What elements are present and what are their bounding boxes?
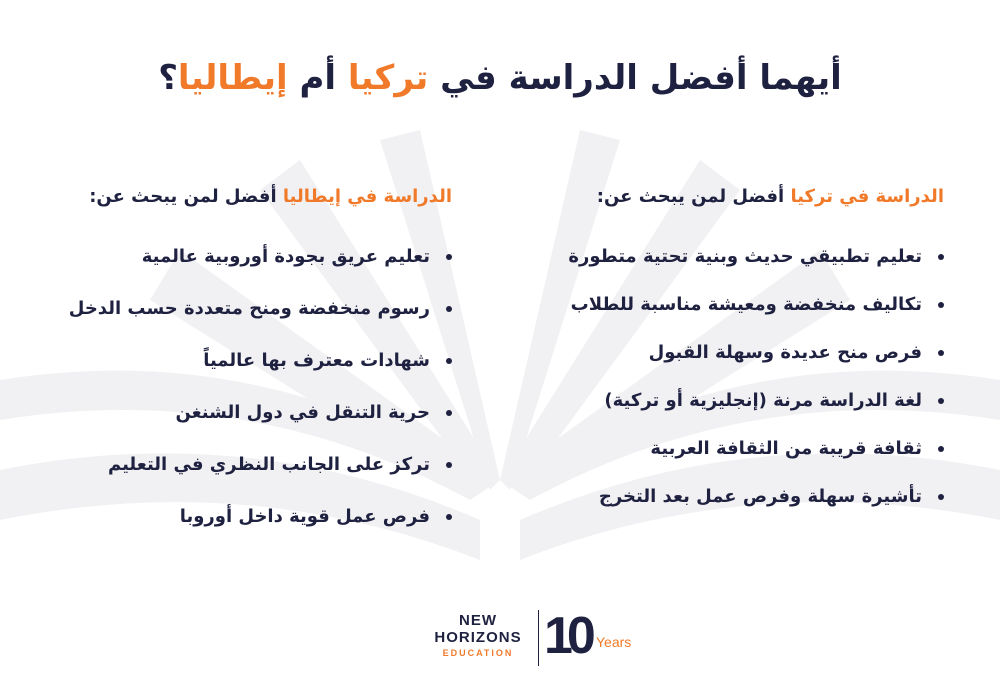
bullet-dot-icon [446, 410, 452, 416]
list-item [504, 389, 944, 437]
list-item [2, 297, 452, 349]
list-item [2, 349, 452, 401]
list-item [504, 293, 944, 341]
list-item-text: حرية التنقل في دول الشنغن [175, 402, 430, 423]
list-item [504, 341, 944, 389]
bullet-dot-icon [446, 306, 452, 312]
bullet-dot-icon [446, 254, 452, 260]
bullet-dot-icon [938, 398, 944, 404]
turkey-list [504, 245, 944, 533]
title-italy: إيطاليا [177, 58, 288, 98]
bullet-dot-icon [446, 514, 452, 520]
bullet-dot-icon [938, 446, 944, 452]
list-item-text: تعليم تطبيقي حديث وبنية تحتية متطورة [568, 246, 922, 267]
title-text-start: أيهما أفضل الدراسة في [428, 58, 842, 98]
list-item [2, 401, 452, 453]
list-item-text: تكاليف منخفضة ومعيشة مناسبة للطلاب [570, 294, 922, 315]
list-item [504, 437, 944, 485]
list-item-text: لغة الدراسة مرنة (إنجليزية أو تركية) [604, 390, 922, 411]
list-item [2, 453, 452, 505]
list-item-text: تعليم عريق بجودة أوروبية عالمية [141, 246, 430, 267]
italy-heading-rest: أفضل لمن يبحث عن: [89, 186, 283, 207]
bullet-dot-icon [938, 254, 944, 260]
list-item [504, 245, 944, 293]
list-item-text: فرص منح عديدة وسهلة القبول [648, 342, 922, 363]
bullet-dot-icon [938, 494, 944, 500]
turkey-heading-rest: أفضل لمن يبحث عن: [596, 186, 791, 207]
logo-divider [538, 610, 539, 666]
italy-heading-accent: الدراسة في إيطاليا [282, 186, 452, 207]
logo-wordmark [428, 612, 528, 660]
list-item-text: رسوم منخفضة ومنح متعددة حسب الدخل [68, 298, 430, 319]
logo-line-new: NEW [459, 612, 497, 629]
turkey-heading-accent: الدراسة في تركيا [790, 186, 944, 207]
bullet-dot-icon [446, 462, 452, 468]
title-question-mark: ؟ [158, 58, 178, 98]
italy-column [2, 186, 452, 557]
logo-line-education: EDUCATION [442, 648, 514, 658]
italy-list [2, 245, 452, 557]
bullet-dot-icon [938, 302, 944, 308]
list-item-text: شهادات معترف بها عالمياً [203, 350, 430, 371]
list-item-text: تركز على الجانب النظري في التعليم [107, 454, 430, 475]
list-item-text: ثقافة قريبة من الثقافة العربية [650, 438, 922, 459]
logo-anniversary-number: 10 [544, 607, 590, 665]
italy-column-heading [2, 186, 452, 207]
list-item [2, 245, 452, 297]
list-item [504, 485, 944, 533]
bullet-dot-icon [446, 358, 452, 364]
bullet-dot-icon [938, 350, 944, 356]
list-item-text: تأشيرة سهلة وفرص عمل بعد التخرج [598, 486, 922, 507]
list-item-text: فرص عمل قوية داخل أوروبا [179, 506, 430, 527]
turkey-column-heading [504, 186, 944, 207]
turkey-column [504, 186, 944, 533]
brand-logo [428, 606, 632, 672]
logo-line-horizons: HORIZONS [434, 629, 522, 646]
logo-years-label: Years [596, 634, 632, 650]
page-title [0, 58, 1000, 98]
title-turkey: تركيا [347, 58, 429, 98]
list-item [2, 505, 452, 557]
title-text-middle: أم [287, 58, 348, 98]
